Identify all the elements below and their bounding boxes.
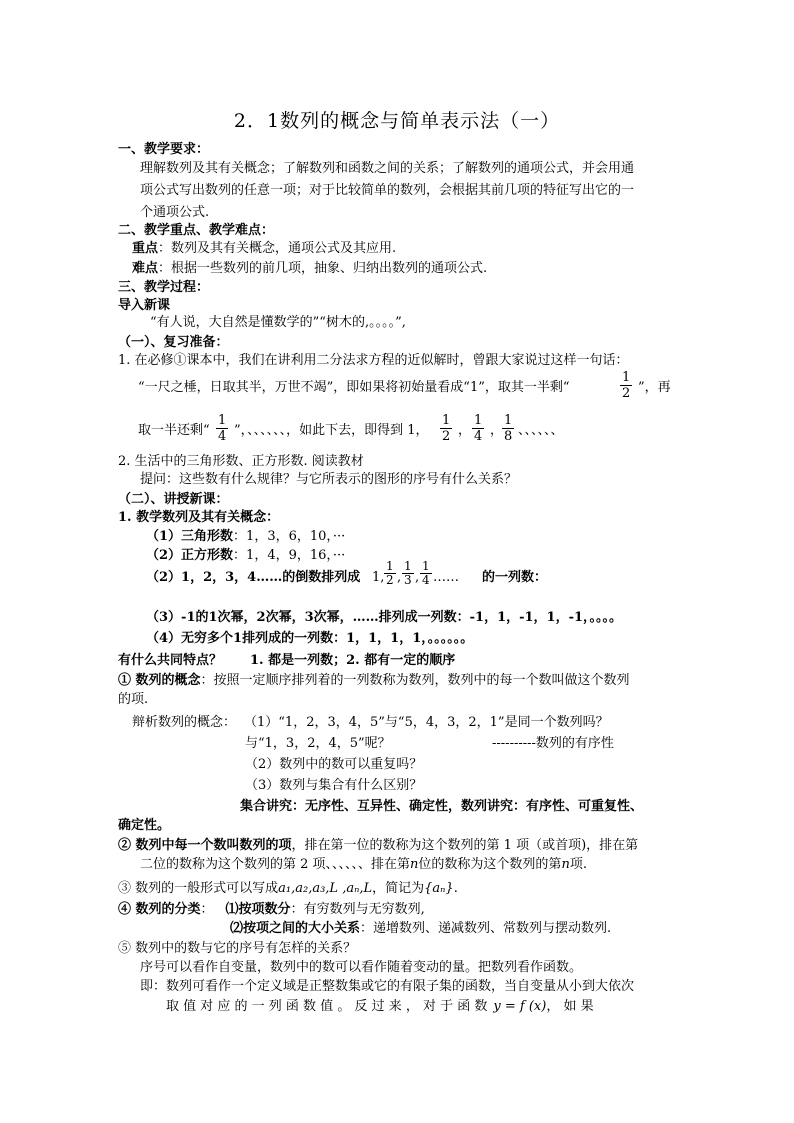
analyze-label: 辩析数列的概念：	[132, 715, 237, 730]
review-item-1c-mid: ”，、、、、、、，如此下去，即得到 1，	[234, 423, 429, 438]
variable-n: n	[410, 857, 419, 872]
analyze-question-2: （2）数列中的数可以重复吗？	[245, 757, 423, 772]
sequence-fraction-quarter	[472, 413, 484, 444]
classification-label: ⑵按项之间的大小关系	[230, 921, 361, 936]
function-formula: y = f (x)	[493, 999, 547, 1014]
concept-text: 项.	[569, 857, 587, 872]
review-question: 提问：这些数有什么规律？与它所表示的图形的序号有什么关系？	[140, 472, 518, 487]
concept-text: 二位的数称为这个数列的第 2 项、、、、、、排在第	[140, 857, 411, 872]
review-item-1b: “一尺之棰，日取其半，万世不竭”，即如果将初始量看成“1”，取其一半剩“	[138, 380, 570, 395]
concept-5-b: 即：数列可看作一个定义域是正整数集或它的有限子集的函数，当自变量从小到大依次	[140, 979, 635, 994]
fraction-denominator: 4	[422, 573, 430, 587]
fraction-denominator: 4	[218, 429, 227, 444]
concept-1	[118, 672, 630, 690]
analyze-note: ----------数列的有序性	[492, 736, 614, 751]
review-item-1c: 取一半还剩“	[138, 423, 210, 438]
concept-text: 位的数称为这个数列的第	[418, 857, 562, 872]
intro-heading: 导入新课	[118, 298, 171, 313]
fraction-numerator: 1	[218, 413, 227, 428]
summary-line: 集合讲究：无序性、互异性、确定性，数列讲究：有序性、可重复性、	[240, 799, 644, 814]
concept-5: ⑤ 数列中的数与它的序号有怎样的关系？	[118, 941, 357, 956]
example-label: （2）正方形数	[146, 548, 234, 563]
example-triangle-numbers	[146, 528, 345, 546]
classification-text: ：递增数列、递减数列、常数列与摆动数列.	[360, 921, 612, 936]
concept-text: ，简记为	[372, 881, 425, 896]
concept-text: ③ 数列的一般形式可以写成	[118, 881, 279, 896]
fraction-numerator: 1	[422, 559, 430, 573]
reciprocal-first: 1,	[372, 570, 385, 585]
variable-n: n	[561, 857, 570, 872]
fraction-numerator: 1	[622, 370, 631, 385]
requirements-line-2: 项公式写出数列的任意一项；对于比较简单的数列，会根据其前几项的特征写出它的一	[140, 183, 635, 198]
page-title: 2．1数列的概念与简单表示法（一）	[233, 110, 561, 132]
concept-text: 取 值 对 应 的 一 列 函 数 值 。 反 过 来 ， 对 于 函 数	[166, 999, 488, 1014]
keypoint-line	[132, 240, 396, 258]
example-reciprocals: （2）1，2，3，4……的倒数排列成	[146, 570, 361, 585]
fraction-one-quarter	[216, 413, 228, 444]
fraction-denominator: 8	[504, 429, 513, 444]
fraction-denominator: 2	[386, 573, 394, 587]
review-item-1a: 1. 在必修①课本中，我们在讲利用二分法求方程的近似解时，曾跟大家说过这样一句话：	[118, 353, 629, 368]
reciprocal-quarter	[420, 560, 432, 587]
fraction-denominator: 2	[442, 429, 451, 444]
fraction-numerator: 1	[474, 413, 483, 428]
example-square-numbers	[146, 547, 345, 565]
section-heading-keypoints: 二、教学重点、教学难点：	[118, 223, 275, 238]
example-text: ：1，3，6，10，···	[233, 529, 346, 544]
sequence-comma: ，	[458, 423, 472, 438]
fraction-one-half	[620, 370, 632, 401]
review-heading: （一）、复习准备：	[118, 335, 229, 350]
difficulty-line	[132, 260, 487, 278]
fraction-numerator: 1	[442, 413, 451, 428]
question-text: 有什么共同特点？	[118, 653, 223, 668]
answer-text: 1. 都是一列数；2. 都有一定的顺序	[250, 653, 456, 668]
sequence-comma: ，	[490, 423, 504, 438]
reciprocal-half	[384, 560, 396, 587]
sequence-fraction-half	[440, 413, 452, 444]
concept-5-a: 序号可以看作自变量，数列中的数可以看作随着变动的量。把数列看作函数。	[140, 960, 583, 975]
analyze-question-1: （1）“1，2，3，4，5”与“5，4，3，2，1”是同一个数列吗？	[244, 715, 609, 730]
analyze-question-3: （3）数列与集合有什么区别？	[245, 778, 423, 793]
review-item-2: 2. 生活中的三角形数、正方形数. 阅读教材	[118, 454, 364, 469]
difficulty-label: 难点	[132, 261, 159, 276]
summary-line-2: 确定性。	[118, 818, 171, 833]
concept-text: ：	[200, 902, 214, 917]
classification-label: ⑴按项数分	[225, 902, 291, 917]
reciprocal-end: 的一列数：	[482, 570, 548, 585]
concept-2	[118, 837, 638, 855]
reciprocal-ellipsis: ……	[433, 570, 459, 585]
concept-4	[118, 901, 425, 919]
review-item-1c-end: 、、、、、、	[518, 423, 564, 438]
example-powers: （3）-1的1次幂，2次幂，3次幂，……排列成一列数：-1，1，-1，1，-1，。。。。	[146, 610, 623, 625]
concept-3: ③ 数列的一般形式可以写成a₁,a₂,a₃,L ,aₙ,L，简记为{aₙ}.	[118, 881, 458, 896]
concept-label: ④ 数列的分类	[118, 902, 201, 917]
concept-label: ① 数列的概念	[118, 673, 201, 688]
concept-4b	[230, 920, 611, 938]
concept-text: ：按照一定顺序排列着的一列数称为数列，数列中的每一个数叫做这个数列	[200, 673, 630, 688]
fraction-denominator: 2	[622, 386, 631, 401]
sequence-comma: ,	[397, 570, 402, 585]
common-question	[118, 652, 455, 670]
fraction-numerator: 1	[404, 559, 412, 573]
fraction-numerator: 1	[504, 413, 513, 428]
requirements-line-1: 理解数列及其有关概念；了解数列和函数之间的关系；了解数列的通项公式，并会用通	[140, 161, 635, 176]
requirements-line-3: 个通项公式.	[140, 205, 210, 220]
fraction-denominator: 3	[404, 573, 412, 587]
section-heading-requirements: 一、教学要求：	[118, 142, 210, 157]
sequence-notation: {aₙ}	[424, 881, 454, 896]
reciprocal-third	[402, 560, 414, 587]
topic-1-heading: 1. 教学数列及其有关概念：	[118, 510, 280, 525]
example-ones: （4）无穷多个1排列成的一列数：1，1，1，1，。。。。。。	[146, 631, 474, 646]
section-heading-process: 三、教学过程：	[118, 280, 210, 295]
concept-5-c	[166, 998, 594, 1016]
new-lesson-heading: （二）、讲授新课：	[118, 492, 229, 507]
fraction-numerator: 1	[386, 559, 394, 573]
difficulty-text: ：根据一些数列的前几项，抽象、归纳出数列的通项公式.	[158, 261, 488, 276]
analyze-question-1b: 与“1，3，2，4，5”呢？	[245, 736, 391, 751]
sequence-comma: ,	[415, 570, 420, 585]
analyze-line	[132, 714, 609, 732]
sequence-fraction-eighth	[502, 413, 514, 444]
concept-text: ，排在第一位的数称为这个数列的第 1 项（或首项)，排在第	[291, 838, 639, 853]
fraction-denominator: 4	[474, 429, 483, 444]
classification-text: ：有穷数列与无穷数列,	[290, 902, 425, 917]
example-text: ：1，4，9，16，···	[233, 548, 346, 563]
general-form-formula: a₁,a₂,a₃,L ,aₙ,L	[278, 881, 373, 896]
keypoint-label: 重点	[132, 241, 159, 256]
keypoint-text: ：数列及其有关概念，通项公式及其应用.	[158, 241, 397, 256]
concept-label: ② 数列中每一个数叫数列的项	[118, 838, 292, 853]
example-label: （1）三角形数	[146, 529, 234, 544]
intro-quote: “有人说，大自然是懂数学的”“树木的,。。。。”,	[150, 315, 406, 330]
concept-2-cont	[140, 856, 587, 874]
concept-text: ， 如 果	[546, 999, 594, 1014]
concept-1-cont: 的项.	[118, 692, 149, 707]
review-item-1b-end: ”，再	[638, 380, 671, 395]
